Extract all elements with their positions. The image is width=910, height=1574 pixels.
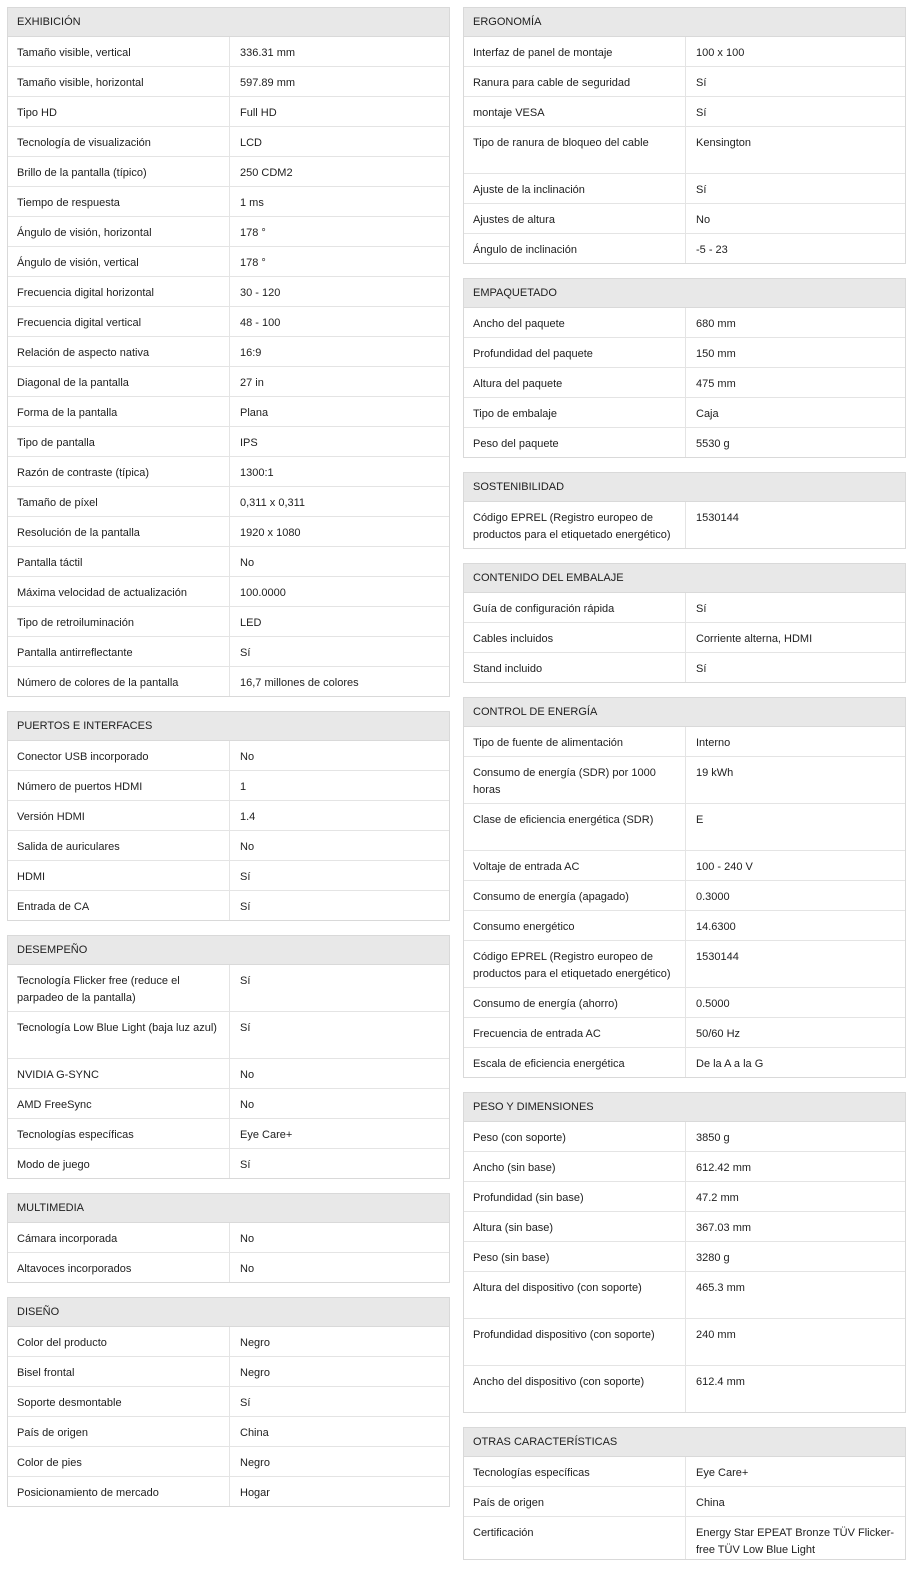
- spec-value: E: [696, 814, 704, 826]
- spec-value: 240 mm: [696, 1329, 736, 1341]
- spec-label: Consumo energético: [464, 911, 686, 940]
- spec-label: Resolución de la pantalla: [8, 517, 230, 546]
- section-title: SOSTENIBILIDAD: [464, 473, 905, 502]
- spec-label: Certificación: [464, 1517, 686, 1559]
- spec-value: Sí: [696, 107, 707, 119]
- spec-value: 0.5000: [696, 998, 730, 1010]
- spec-value: 14.6300: [696, 921, 736, 933]
- spec-label: Frecuencia digital horizontal: [8, 277, 230, 306]
- spec-value: 1.4: [240, 811, 256, 823]
- spec-label: Profundidad dispositivo (con soporte): [464, 1319, 686, 1365]
- spec-label: Interfaz de panel de montaje: [464, 37, 686, 66]
- spec-value: 3280 g: [696, 1252, 730, 1264]
- spec-row: [8, 1089, 449, 1119]
- spec-row: [8, 771, 449, 801]
- spec-row: [464, 1272, 905, 1319]
- spec-value: De la A a la G: [696, 1058, 764, 1070]
- spec-row: [8, 67, 449, 97]
- spec-value: 475 mm: [696, 378, 736, 390]
- spec-label: Tamaño visible, vertical: [8, 37, 230, 66]
- spec-row: [8, 1417, 449, 1447]
- spec-row: [464, 593, 905, 623]
- spec-label: Guía de configuración rápida: [464, 593, 686, 622]
- spec-label: Peso (sin base): [464, 1242, 686, 1271]
- spec-row: [8, 457, 449, 487]
- spec-row: [8, 861, 449, 891]
- spec-section-peso-y-dimensiones: [463, 1092, 906, 1413]
- spec-label: Tiempo de respuesta: [8, 187, 230, 216]
- spec-label: Tipo de fuente de alimentación: [464, 727, 686, 756]
- spec-value: 465.3 mm: [696, 1282, 745, 1294]
- spec-row: [8, 1387, 449, 1417]
- section-title: ERGONOMÍA: [464, 8, 905, 37]
- spec-row: [8, 127, 449, 157]
- spec-row: [464, 428, 905, 457]
- spec-label: Soporte desmontable: [8, 1387, 230, 1416]
- spec-row: [8, 1477, 449, 1506]
- spec-row: [8, 965, 449, 1012]
- spec-value: 100.0000: [240, 587, 286, 599]
- spec-section-contenido-del-embalaje: [463, 563, 906, 683]
- spec-label: Peso (con soporte): [464, 1122, 686, 1151]
- spec-value: Kensington: [696, 137, 752, 149]
- spec-value: Sí: [696, 184, 707, 196]
- spec-row: [8, 487, 449, 517]
- spec-row: [464, 1122, 905, 1152]
- spec-row: [464, 623, 905, 653]
- spec-label: Ancho del dispositivo (con soporte): [464, 1366, 686, 1412]
- spec-label: Ángulo de visión, horizontal: [8, 217, 230, 246]
- spec-value: 0,311 x 0,311: [240, 497, 306, 509]
- spec-value: No: [240, 751, 255, 763]
- spec-row: [8, 801, 449, 831]
- spec-row: [464, 941, 905, 988]
- spec-row: [8, 37, 449, 67]
- spec-row: [8, 277, 449, 307]
- spec-row: [464, 1182, 905, 1212]
- spec-row: [8, 1253, 449, 1282]
- spec-row: [8, 517, 449, 547]
- spec-value: 5530 g: [696, 438, 730, 450]
- spec-value: Full HD: [240, 107, 277, 119]
- spec-value: 250 CDM2: [240, 167, 293, 179]
- spec-row: [464, 1152, 905, 1182]
- spec-row: [8, 741, 449, 771]
- spec-label: Tecnología Low Blue Light (baja luz azul): [8, 1012, 230, 1058]
- spec-row: [464, 1242, 905, 1272]
- spec-label: Altura del dispositivo (con soporte): [464, 1272, 686, 1318]
- spec-section-empaquetado: [463, 278, 906, 458]
- section-title: PESO Y DIMENSIONES: [464, 1093, 905, 1122]
- spec-section-sostenibilidad: [463, 472, 906, 549]
- spec-value: 100 x 100: [696, 47, 745, 59]
- spec-value: Sí: [240, 647, 251, 659]
- spec-label: Frecuencia digital vertical: [8, 307, 230, 336]
- spec-label: Voltaje de entrada AC: [464, 851, 686, 880]
- spec-value: China: [240, 1427, 269, 1439]
- spec-row: [8, 397, 449, 427]
- spec-value: 1300:1: [240, 467, 274, 479]
- spec-value: Sí: [696, 77, 707, 89]
- spec-row: [8, 1119, 449, 1149]
- spec-row: [464, 804, 905, 851]
- spec-value: No: [240, 557, 255, 569]
- spec-value: Sí: [240, 1022, 251, 1034]
- spec-label: Tipo de embalaje: [464, 398, 686, 427]
- spec-label: Color de pies: [8, 1447, 230, 1476]
- spec-value: Interno: [696, 737, 731, 749]
- spec-value: 16,7 millones de colores: [240, 677, 359, 689]
- spec-value: 100 - 240 V: [696, 861, 753, 873]
- spec-value: -5 - 23: [696, 244, 728, 256]
- spec-row: [464, 204, 905, 234]
- spec-value: No: [240, 1099, 255, 1111]
- spec-row: [8, 1012, 449, 1059]
- spec-label: Tecnología de visualización: [8, 127, 230, 156]
- spec-label: Frecuencia de entrada AC: [464, 1018, 686, 1047]
- spec-value: 367.03 mm: [696, 1222, 752, 1234]
- spec-label: Tecnologías específicas: [8, 1119, 230, 1148]
- spec-row: [8, 891, 449, 920]
- spec-row: [8, 367, 449, 397]
- spec-value: 1530144: [696, 512, 739, 524]
- spec-row: [464, 988, 905, 1018]
- spec-label: Tecnología Flicker free (reduce el parpadeo de la pantalla): [8, 965, 230, 1011]
- spec-label: Ranura para cable de seguridad: [464, 67, 686, 96]
- spec-label: Tipo HD: [8, 97, 230, 126]
- spec-row: [8, 547, 449, 577]
- spec-value: Sí: [240, 901, 251, 913]
- spec-row: [464, 502, 905, 548]
- spec-value: Sí: [240, 975, 251, 987]
- spec-label: Tecnologías específicas: [464, 1457, 686, 1486]
- spec-section-ergonomia: [463, 7, 906, 264]
- spec-row: [8, 1149, 449, 1178]
- spec-row: [464, 1517, 905, 1559]
- spec-label: Peso del paquete: [464, 428, 686, 457]
- right-column: [463, 7, 906, 1574]
- spec-label: Tamaño de píxel: [8, 487, 230, 516]
- spec-value: Negro: [240, 1367, 270, 1379]
- spec-row: [8, 1447, 449, 1477]
- spec-value: 336.31 mm: [240, 47, 296, 59]
- spec-row: [8, 217, 449, 247]
- spec-row: [8, 157, 449, 187]
- spec-row: [464, 97, 905, 127]
- spec-label: Ángulo de inclinación: [464, 234, 686, 263]
- spec-value: Sí: [696, 663, 707, 675]
- spec-label: Altura del paquete: [464, 368, 686, 397]
- spec-section-desempeno: [7, 935, 450, 1179]
- spec-section-puertos-e-interfaces: [7, 711, 450, 921]
- spec-row: [8, 577, 449, 607]
- spec-value: 612.4 mm: [696, 1376, 745, 1388]
- spec-value: 19 kWh: [696, 767, 734, 779]
- spec-value: 1 ms: [240, 197, 264, 209]
- spec-label: Ajustes de altura: [464, 204, 686, 233]
- spec-label: Profundidad (sin base): [464, 1182, 686, 1211]
- spec-value: Sí: [240, 1159, 251, 1171]
- spec-value: 150 mm: [696, 348, 736, 360]
- spec-label: Relación de aspecto nativa: [8, 337, 230, 366]
- spec-row: [8, 337, 449, 367]
- spec-value: Hogar: [240, 1487, 270, 1499]
- spec-label: Número de puertos HDMI: [8, 771, 230, 800]
- spec-label: Altavoces incorporados: [8, 1253, 230, 1282]
- spec-value: 1920 x 1080: [240, 527, 301, 539]
- spec-value: China: [696, 1497, 725, 1509]
- spec-label: Razón de contraste (típica): [8, 457, 230, 486]
- spec-value: Negro: [240, 1337, 270, 1349]
- spec-label: Profundidad del paquete: [464, 338, 686, 367]
- spec-label: Pantalla antirreflectante: [8, 637, 230, 666]
- spec-row: [8, 187, 449, 217]
- spec-row: [464, 727, 905, 757]
- section-title: CONTROL DE ENERGÍA: [464, 698, 905, 727]
- spec-label: Consumo de energía (SDR) por 1000 horas: [464, 757, 686, 803]
- section-title: EMPAQUETADO: [464, 279, 905, 308]
- spec-label: Clase de eficiencia energética (SDR): [464, 804, 686, 850]
- spec-value: 178 °: [240, 257, 266, 269]
- spec-row: [8, 97, 449, 127]
- spec-value: Sí: [696, 603, 707, 615]
- spec-value: Eye Care+: [240, 1129, 293, 1141]
- spec-value: No: [240, 1069, 255, 1081]
- spec-section-otras-caracteristicas: [463, 1427, 906, 1560]
- spec-row: [8, 637, 449, 667]
- spec-label: Cámara incorporada: [8, 1223, 230, 1252]
- spec-row: [8, 1357, 449, 1387]
- spec-row: [8, 831, 449, 861]
- spec-row: [464, 757, 905, 804]
- spec-label: montaje VESA: [464, 97, 686, 126]
- spec-value: Plana: [240, 407, 269, 419]
- spec-label: Ancho del paquete: [464, 308, 686, 337]
- spec-row: [464, 851, 905, 881]
- spec-row: [464, 308, 905, 338]
- spec-row: [464, 1319, 905, 1366]
- spec-row: [464, 174, 905, 204]
- spec-section-multimedia: [7, 1193, 450, 1283]
- section-title: CONTENIDO DEL EMBALAJE: [464, 564, 905, 593]
- spec-value: 50/60 Hz: [696, 1028, 741, 1040]
- spec-value: LED: [240, 617, 262, 629]
- spec-value: No: [240, 1263, 255, 1275]
- spec-row: [464, 368, 905, 398]
- spec-value: 1530144: [696, 951, 739, 963]
- spec-label: Brillo de la pantalla (típico): [8, 157, 230, 186]
- spec-section-exhibicion: [7, 7, 450, 697]
- spec-row: [8, 307, 449, 337]
- spec-label: Altura (sin base): [464, 1212, 686, 1241]
- spec-label: Forma de la pantalla: [8, 397, 230, 426]
- spec-row: [8, 667, 449, 696]
- spec-value: 597.89 mm: [240, 77, 296, 89]
- spec-value: LCD: [240, 137, 263, 149]
- spec-label: Número de colores de la pantalla: [8, 667, 230, 696]
- spec-row: [464, 37, 905, 67]
- spec-label: Cables incluidos: [464, 623, 686, 652]
- spec-label: Versión HDMI: [8, 801, 230, 830]
- spec-value: 48 - 100: [240, 317, 281, 329]
- spec-label: Stand incluido: [464, 653, 686, 682]
- spec-label: Tipo de pantalla: [8, 427, 230, 456]
- spec-row: [464, 1457, 905, 1487]
- spec-value: 16:9: [240, 347, 262, 359]
- spec-row: [464, 911, 905, 941]
- spec-value: Sí: [240, 871, 251, 883]
- spec-row: [464, 881, 905, 911]
- spec-label: Código EPREL (Registro europeo de productos para el etiquetado energético): [464, 502, 686, 548]
- spec-value: 27 in: [240, 377, 264, 389]
- spec-label: Bisel frontal: [8, 1357, 230, 1386]
- spec-label: Posicionamiento de mercado: [8, 1477, 230, 1506]
- spec-label: Tamaño visible, horizontal: [8, 67, 230, 96]
- spec-row: [8, 247, 449, 277]
- spec-value: 612.42 mm: [696, 1162, 752, 1174]
- spec-value: No: [696, 214, 711, 226]
- spec-row: [464, 1366, 905, 1412]
- spec-label: Modo de juego: [8, 1149, 230, 1178]
- spec-row: [8, 1327, 449, 1357]
- spec-label: Conector USB incorporado: [8, 741, 230, 770]
- spec-label: Entrada de CA: [8, 891, 230, 920]
- spec-row: [464, 653, 905, 682]
- spec-label: Ancho (sin base): [464, 1152, 686, 1181]
- spec-row: [464, 234, 905, 263]
- spec-label: Diagonal de la pantalla: [8, 367, 230, 396]
- spec-row: [464, 1212, 905, 1242]
- spec-value: Eye Care+: [696, 1467, 749, 1479]
- spec-label: País de origen: [464, 1487, 686, 1516]
- spec-label: AMD FreeSync: [8, 1089, 230, 1118]
- spec-value: 47.2 mm: [696, 1192, 739, 1204]
- spec-label: Salida de auriculares: [8, 831, 230, 860]
- spec-value: 1: [240, 781, 247, 793]
- spec-value: 0.3000: [696, 891, 730, 903]
- spec-value: Negro: [240, 1457, 270, 1469]
- section-title: DESEMPEÑO: [8, 936, 449, 965]
- spec-label: Consumo de energía (apagado): [464, 881, 686, 910]
- spec-label: Pantalla táctil: [8, 547, 230, 576]
- section-title: DISEÑO: [8, 1298, 449, 1327]
- spec-value: Corriente alterna, HDMI: [696, 633, 813, 645]
- spec-section-control-de-energia: [463, 697, 906, 1078]
- left-column: [7, 7, 450, 1521]
- spec-row: [464, 1018, 905, 1048]
- spec-row: [464, 1487, 905, 1517]
- spec-row: [8, 1223, 449, 1253]
- spec-row: [464, 338, 905, 368]
- spec-row: [8, 427, 449, 457]
- spec-label: Ángulo de visión, vertical: [8, 247, 230, 276]
- spec-label: Consumo de energía (ahorro): [464, 988, 686, 1017]
- spec-value: Caja: [696, 408, 719, 420]
- spec-label: Color del producto: [8, 1327, 230, 1356]
- spec-value: 680 mm: [696, 318, 736, 330]
- section-title: OTRAS CARACTERÍSTICAS: [464, 1428, 905, 1457]
- spec-row: [464, 67, 905, 97]
- spec-value: No: [240, 841, 255, 853]
- spec-value: 3850 g: [696, 1132, 730, 1144]
- spec-label: Máxima velocidad de actualización: [8, 577, 230, 606]
- spec-label: Ajuste de la inclinación: [464, 174, 686, 203]
- spec-row: [8, 607, 449, 637]
- spec-value: 30 - 120: [240, 287, 281, 299]
- spec-value: Sí: [240, 1397, 251, 1409]
- spec-label: Tipo de ranura de bloqueo del cable: [464, 127, 686, 173]
- section-title: EXHIBICIÓN: [8, 8, 449, 37]
- spec-value: Energy Star EPEAT Bronze TÜV Flicker-free TÜV Low Blue Light: [696, 1527, 895, 1556]
- spec-label: Escala de eficiencia energética: [464, 1048, 686, 1077]
- spec-label: Código EPREL (Registro europeo de productos para el etiquetado energético): [464, 941, 686, 987]
- spec-row: [8, 1059, 449, 1089]
- spec-row: [464, 1048, 905, 1077]
- spec-value: 178 °: [240, 227, 266, 239]
- spec-label: País de origen: [8, 1417, 230, 1446]
- spec-value: IPS: [240, 437, 258, 449]
- section-title: MULTIMEDIA: [8, 1194, 449, 1223]
- section-title: PUERTOS E INTERFACES: [8, 712, 449, 741]
- spec-value: No: [240, 1233, 255, 1245]
- spec-label: HDMI: [8, 861, 230, 890]
- spec-label: Tipo de retroiluminación: [8, 607, 230, 636]
- spec-row: [464, 398, 905, 428]
- spec-row: [464, 127, 905, 174]
- spec-label: NVIDIA G-SYNC: [8, 1059, 230, 1088]
